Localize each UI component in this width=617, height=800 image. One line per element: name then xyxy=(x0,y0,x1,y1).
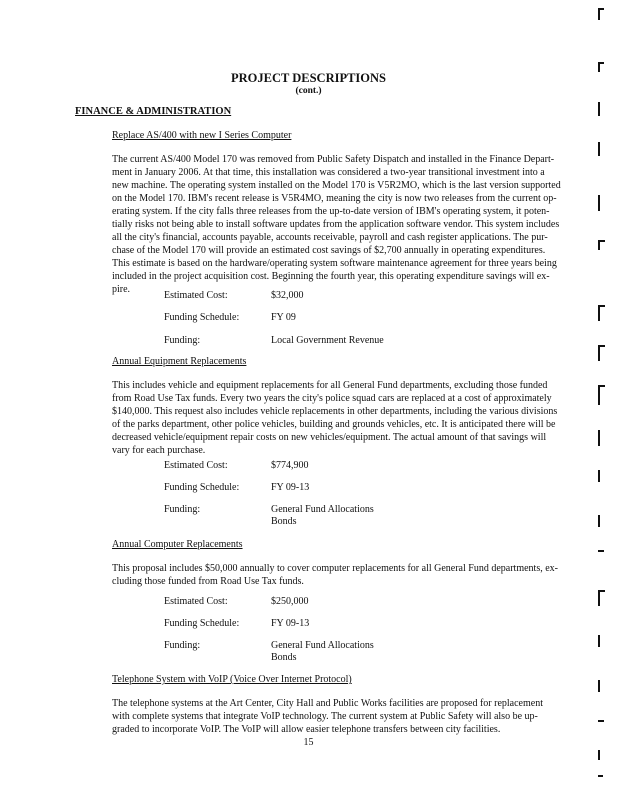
paragraph-line: tially risks not being able to install software updates from the application software vendor. This system includes xyxy=(112,219,560,230)
project-description xyxy=(112,562,558,588)
paragraph-line: $140,000. This request also includes vehicle replacements in other departments, including the various divisions xyxy=(112,406,558,417)
funding-source: Bonds xyxy=(271,652,297,663)
paragraph-line: ment in January 2006. At that time, this installation was considered a two-year transitional investment into a xyxy=(112,167,545,178)
funding-schedule-label: Funding Schedule: xyxy=(164,618,240,629)
estimated-cost-value: $250,000 xyxy=(271,596,309,607)
funding-schedule-label: Funding Schedule: xyxy=(164,482,240,493)
project-heading: Annual Equipment Replacements xyxy=(112,356,247,367)
funding-label: Funding: xyxy=(164,640,201,651)
page-title: PROJECT DESCRIPTIONS xyxy=(230,71,386,85)
paragraph-line: The current AS/400 Model 170 was removed from Public Safety Dispatch and installed in the Finance Depart- xyxy=(112,154,555,165)
funding-source: Bonds xyxy=(271,516,297,527)
estimated-cost-value: $774,900 xyxy=(271,460,309,471)
funding-value xyxy=(271,504,374,528)
funding-source: Local Government Revenue xyxy=(271,335,384,346)
paragraph-line: This proposal includes $50,000 annually to cover computer replacements for all General Fund departments, ex- xyxy=(112,563,558,574)
funding-schedule-value: FY 09-13 xyxy=(271,482,310,493)
project-description xyxy=(112,153,561,296)
estimated-cost-label: Estimated Cost: xyxy=(164,290,228,301)
paragraph-line: pire. xyxy=(112,284,131,295)
paragraph-line: cluding those funded from Road Use Tax funds. xyxy=(112,576,304,587)
paragraph-line: included in the project acquisition cost. Beginning the fourth year, this operating expenditure savings will ex- xyxy=(112,271,550,282)
project-heading: Replace AS/400 with new I Series Computer xyxy=(112,130,292,141)
paragraph-line: all the city's financial, accounts payable, accounts receivable, payroll and cash register applications. The pur- xyxy=(112,232,548,243)
funding-source: General Fund Allocations xyxy=(271,640,374,651)
estimated-cost-label: Estimated Cost: xyxy=(164,596,228,607)
funding-source: General Fund Allocations xyxy=(271,504,374,515)
paragraph-line: The telephone systems at the Art Center, City Hall and Public Works facilities are proposed for replacement xyxy=(112,698,543,709)
funding-label: Funding: xyxy=(164,335,201,346)
project-description xyxy=(112,379,557,457)
paragraph-line: graded to incorporate VoIP. The VoIP will allow easier telephone transfers between city facilities. xyxy=(112,724,501,735)
funding-value xyxy=(271,335,384,347)
funding-value xyxy=(271,640,374,664)
paragraph-line: new machine. The operating system installed on the Model 170 is V5R2MO, which is the last version supported xyxy=(112,180,561,191)
funding-schedule-label: Funding Schedule: xyxy=(164,312,240,323)
project-heading: Annual Computer Replacements xyxy=(112,539,243,550)
funding-schedule-value: FY 09 xyxy=(271,312,296,323)
estimated-cost-value: $32,000 xyxy=(271,290,304,301)
paragraph-line: decreased vehicle/equipment repair costs on new vehicles/equipment. The actual amount of that savings will xyxy=(112,432,547,443)
page-subtitle: (cont.) xyxy=(295,86,322,96)
paragraph-line: with complete systems that integrate VoIP technology. The current system at Public Safety will also be up- xyxy=(112,711,538,722)
funding-label: Funding: xyxy=(164,504,201,515)
paragraph-line: This includes vehicle and equipment replacements for all General Fund departments, excluding those funded xyxy=(112,380,548,391)
paragraph-line: of the parks department, other police vehicles, building and grounds vehicles, etc. It is anticipated there will be xyxy=(112,419,556,430)
section-heading: FINANCE & ADMINISTRATION xyxy=(75,106,232,117)
paragraph-line: from Road Use Tax funds. Every two years the city's police squad cars are replaced at a cost of approximately xyxy=(112,393,552,404)
project-heading: Telephone System with VoIP (Voice Over Internet Protocol) xyxy=(112,674,352,685)
paragraph-line: vary for each purchase. xyxy=(112,445,206,456)
project-description xyxy=(112,697,543,736)
estimated-cost-label: Estimated Cost: xyxy=(164,460,228,471)
funding-schedule-value: FY 09-13 xyxy=(271,618,310,629)
paragraph-line: erating system. If the city falls three releases from the up-to-date version of IBM's operating system, it poten- xyxy=(112,206,550,217)
page-number: 15 xyxy=(303,737,314,748)
paragraph-line: chase of the Model 170 will provide an estimated cost savings of $2,700 annually in operating expenditures. xyxy=(112,245,546,256)
paragraph-line: This estimate is based on the hardware/operating system software maintenance agreement for three years being xyxy=(112,258,557,269)
paragraph-line: on the Model 170. IBM's recent release is V5R4MO, meaning the city is now two releases from the current op- xyxy=(112,193,557,204)
